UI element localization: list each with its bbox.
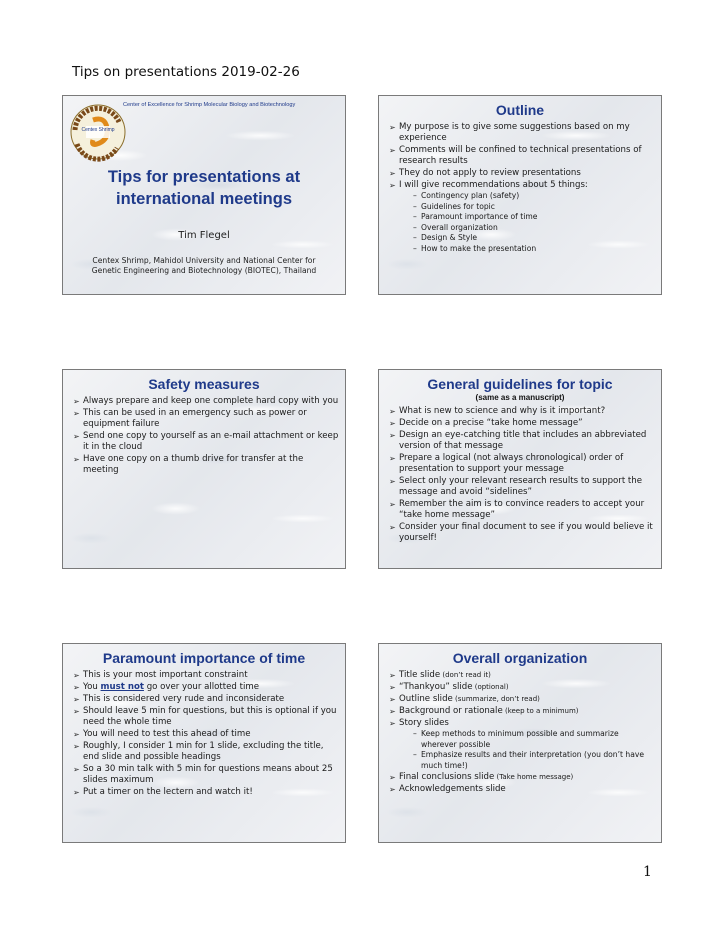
center-name: Center of Excellence for Shrimp Molecular Biology and Biotechnology [123,102,296,108]
text-fragment: Final conclusions slide [399,772,495,782]
list-item: ➢ Design an eye-catching title that includes an abbreviated version of that message [389,430,655,452]
bullet-list [63,396,345,476]
list-item [389,670,655,681]
sub-item: – How to make the presentation [413,244,655,255]
list-item: ➢ Prepare a logical (not always chronological) order of presentation to support your message [389,453,655,475]
slide-overall-organization [378,643,662,843]
slide-subheading: (same as a manuscript) [475,393,565,402]
sub-list [399,191,655,254]
slide-heading: Paramount importance of time [102,650,306,666]
text-fragment: Outline slide [399,694,453,704]
list-item: ➢ Comments will be confined to technical presentations of research results [389,145,655,167]
list-item: ➢ They do not apply to review presentations [389,168,655,179]
list-item [389,682,655,693]
list-item: ➢ This is your most important constraint [73,670,339,681]
note-text: (keep to a minimum) [502,707,579,715]
list-item: ➢ Have one copy on a thumb drive for transfer at the meeting [73,454,339,476]
list-item: ➢ You will need to test this ahead of time [73,729,339,740]
slide-safety-measures [62,369,346,569]
bullet-list [379,670,661,795]
text-fragment: Title slide [399,670,441,680]
list-item: ➢ Decide on a precise “take home message” [389,418,655,429]
list-item: ➢ Acknowledgements slide [389,784,655,795]
bullet-list [379,406,661,544]
list-item: ➢ What is new to science and why is it important? [389,406,655,417]
sub-item: – Contingency plan (safety) [413,191,655,202]
list-item [389,718,655,771]
note-text: (Take home message) [494,773,574,781]
slide-heading: Safety measures [148,376,260,392]
list-item: ➢ So a 30 min talk with 5 min for questions means about 25 slides maximum [73,764,339,786]
sub-item: – Design & Style [413,233,655,244]
author-affiliation: Centex Shrimp, Mahidol University and National Center for Genetic Engineering and Biotechnology (BIOTEC), Thailand [91,256,317,275]
sub-list [399,729,655,771]
sub-item: – Emphasize results and their interpretation (you don’t have much time!) [413,750,655,771]
sub-item: – Keep methods to minimum possible and summarize wherever possible [413,729,655,750]
list-item: ➢ Put a timer on the lectern and watch it! [73,787,339,798]
sub-item: – Guidelines for topic [413,202,655,213]
list-item: ➢ This is considered very rude and inconsiderate [73,694,339,705]
list-item: ➢ Consider your final document to see if you would believe it yourself! [389,522,655,544]
sub-item: – Paramount importance of time [413,212,655,223]
logo-text-centex: Centex Shrimp [81,127,115,133]
centex-shrimp-logo [69,100,127,164]
author-name: Tim Flegel [178,230,230,241]
list-item [389,694,655,705]
text-fragment: Story slides [399,718,449,728]
list-item [389,772,655,783]
text-fragment: go over your allotted time [143,682,260,692]
bullet-list [63,670,345,798]
list-item: ➢ Always prepare and keep one complete hard copy with you [73,396,339,407]
slide-title [62,95,346,295]
list-item: ➢ Select only your relevant research results to support the message and avoid “sidelines” [389,476,655,498]
list-item: ➢ My purpose is to give some suggestions based on my experience [389,122,655,144]
list-item: ➢ Should leave 5 min for questions, but this is optional if you need the whole time [73,706,339,728]
list-item [389,180,655,254]
slide-outline [378,95,662,295]
page-number: 1 [643,864,652,880]
list-item [389,706,655,717]
bullet-list [379,122,661,254]
list-item [73,682,339,693]
text-fragment: You [83,682,101,692]
slide-heading: General guidelines for topic [427,376,613,392]
text-fragment: Background or rationale [399,706,503,716]
sub-item: – Overall organization [413,223,655,234]
list-item-text: I will give recommendations about 5 things: [399,180,588,190]
slide-general-guidelines [378,369,662,569]
list-item: ➢ Send one copy to yourself as an e-mail attachment or keep it in the cloud [73,431,339,453]
note-text: (summarize, don’t read) [452,695,540,703]
page-header: Tips on presentations 2019-02-26 [72,64,300,80]
note-text: (don’t read it) [440,671,491,679]
list-item: ➢ Roughly, I consider 1 min for 1 slide, excluding the title, end slide and possible headings [73,741,339,763]
list-item: ➢ This can be used in an emergency such as power or equipment failure [73,408,339,430]
list-item: ➢ Remember the aim is to convince readers to accept your “take home message” [389,499,655,521]
emphasis-text: must not [100,682,144,692]
text-fragment: “Thankyou” slide [399,682,473,692]
slide-heading: Overall organization [452,650,588,666]
presentation-title: Tips for presentations at international meetings [107,168,301,208]
slide-importance-of-time [62,643,346,843]
slide-heading: Outline [495,102,545,118]
note-text: (optional) [472,683,509,691]
